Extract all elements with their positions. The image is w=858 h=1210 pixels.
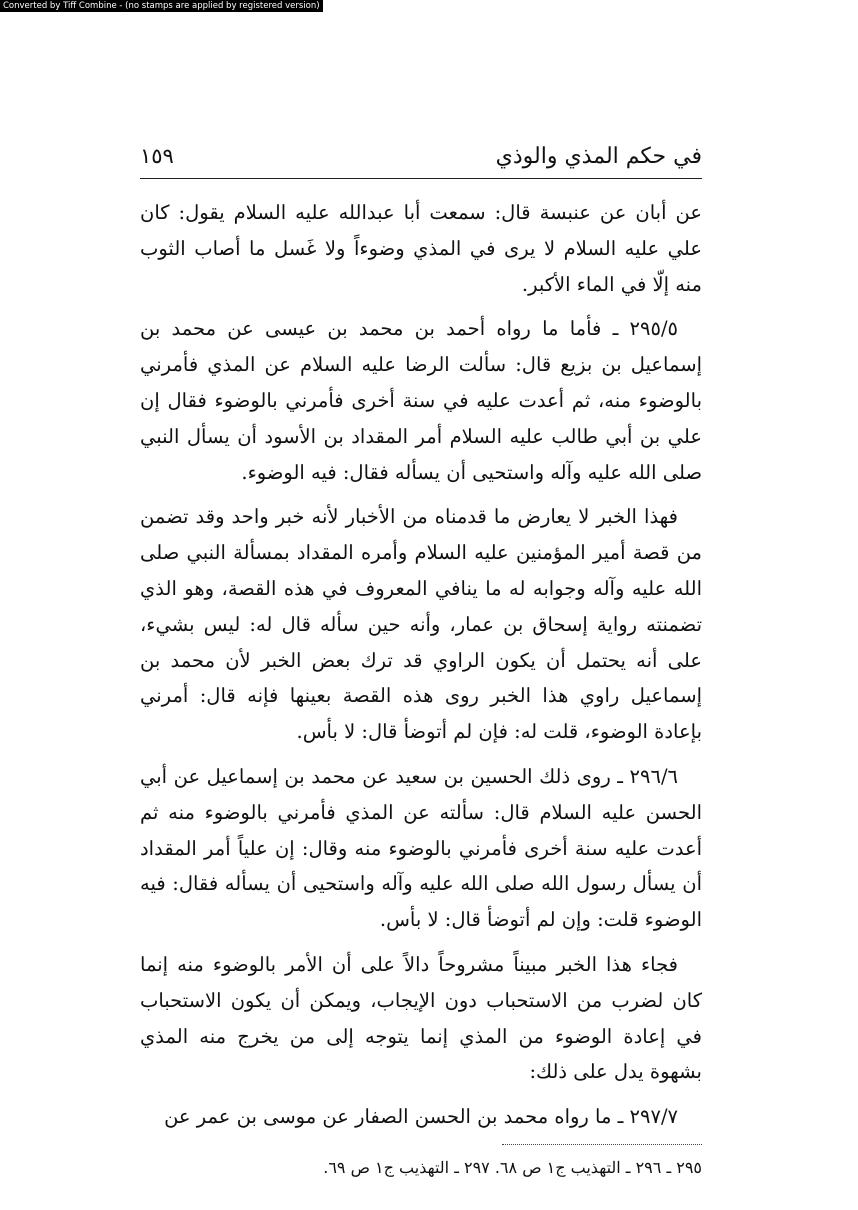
- converter-banner: Converted by Tiff Combine - (no stamps are applied by registered version): [0, 0, 323, 12]
- book-page: [140, 138, 702, 1181]
- running-header: [140, 138, 702, 179]
- hadith-296: ٢٩٦/٦ ـ روى ذلك الحسين بن سعيد عن محمد بن إسماعيل عن أبي الحسن عليه السلام قال: سألته عن المذي فأمرني بالوضوء منه ثم أعدت عليه سنة أخرى فأمرني بالوضوء منه وقال: إن علياً أمر المقداد أن يسأل رسول الله صلى الله عليه وآله واستحيى أن يسأله فقال: فيه الوضوء قلت: وإن لم أتوضأ قال: لا بأس.: [140, 764, 702, 932]
- main-text: [140, 195, 702, 1135]
- paragraph-continuation: عن أبان عن عنبسة قال: سمعت أبا عبدالله عليه السلام يقول: كان علي عليه السلام لا يرى في المذي وضوءاً ولا غَسل ما أصاب الثوب منه إلّا في الماء الأكبر.: [140, 201, 702, 296]
- chapter-title: في حكم المذي والوذي: [495, 144, 702, 169]
- page-number: ١٥٩: [140, 144, 174, 168]
- footnote-divider: [502, 1143, 702, 1145]
- commentary-paragraph-2: فجاء هذا الخبر مبيناً مشروحاً دالاً على أن الأمر بالوضوء منه إنما كان لضرب من الاستحباب دون الإيجاب، ويمكن أن يكون الاستحباب في إعادة الوضوء من المذي إنما يتوجه إلى من يخرج منه المذي بشهوة يدل على ذلك:: [140, 952, 702, 1084]
- hadith-295: ٢٩٥/٥ ـ فأما ما رواه أحمد بن محمد بن عيسى عن محمد بن إسماعيل بن بزيع قال: سألت الرضا عليه السلام عن المذي فأمرني بالوضوء منه، ثم أعدت عليه في سنة أخرى فأمرني بالوضوء فقال إن علي بن أبي طالب عليه السلام أمر المقداد بن الأسود أن يسأل النبي صلى الله عليه وآله واستحيى أن يسأله فقال: فيه الوضوء.: [140, 317, 702, 484]
- footnotes: ٢٩٥ ـ ٢٩٦ ـ التهذيب ج١ ص ٦٨. ٢٩٧ ـ التهذيب ج١ ص ٦٩.: [323, 1157, 702, 1177]
- commentary-paragraph: فهذا الخبر لا يعارض ما قدمناه من الأخبار لأنه خبر واحد وقد تضمن من قصة أمير المؤمنين عليه السلام وأمره المقداد بمسألة النبي صلى الله عليه وآله وجوابه له ما ينافي المعروف في هذه القصة، وهو الذي تضمنته رواية إسحاق بن عمار، وأنه حين سأله قال له: ليس بشيء، على أنه يحتمل أن يكون الراوي قد ترك بعض الخبر لأن محمد بن إسماعيل راوي هذا الخبر روى هذه القصة بعينها فإنه قال: أمرني بإعادة الوضوء، قلت له: فإن لم أتوضأ قال: لا بأس.: [140, 505, 702, 744]
- hadith-297: ٢٩٧/٧ ـ ما رواه محمد بن الحسن الصفار عن موسى بن عمر عن: [164, 1105, 678, 1129]
